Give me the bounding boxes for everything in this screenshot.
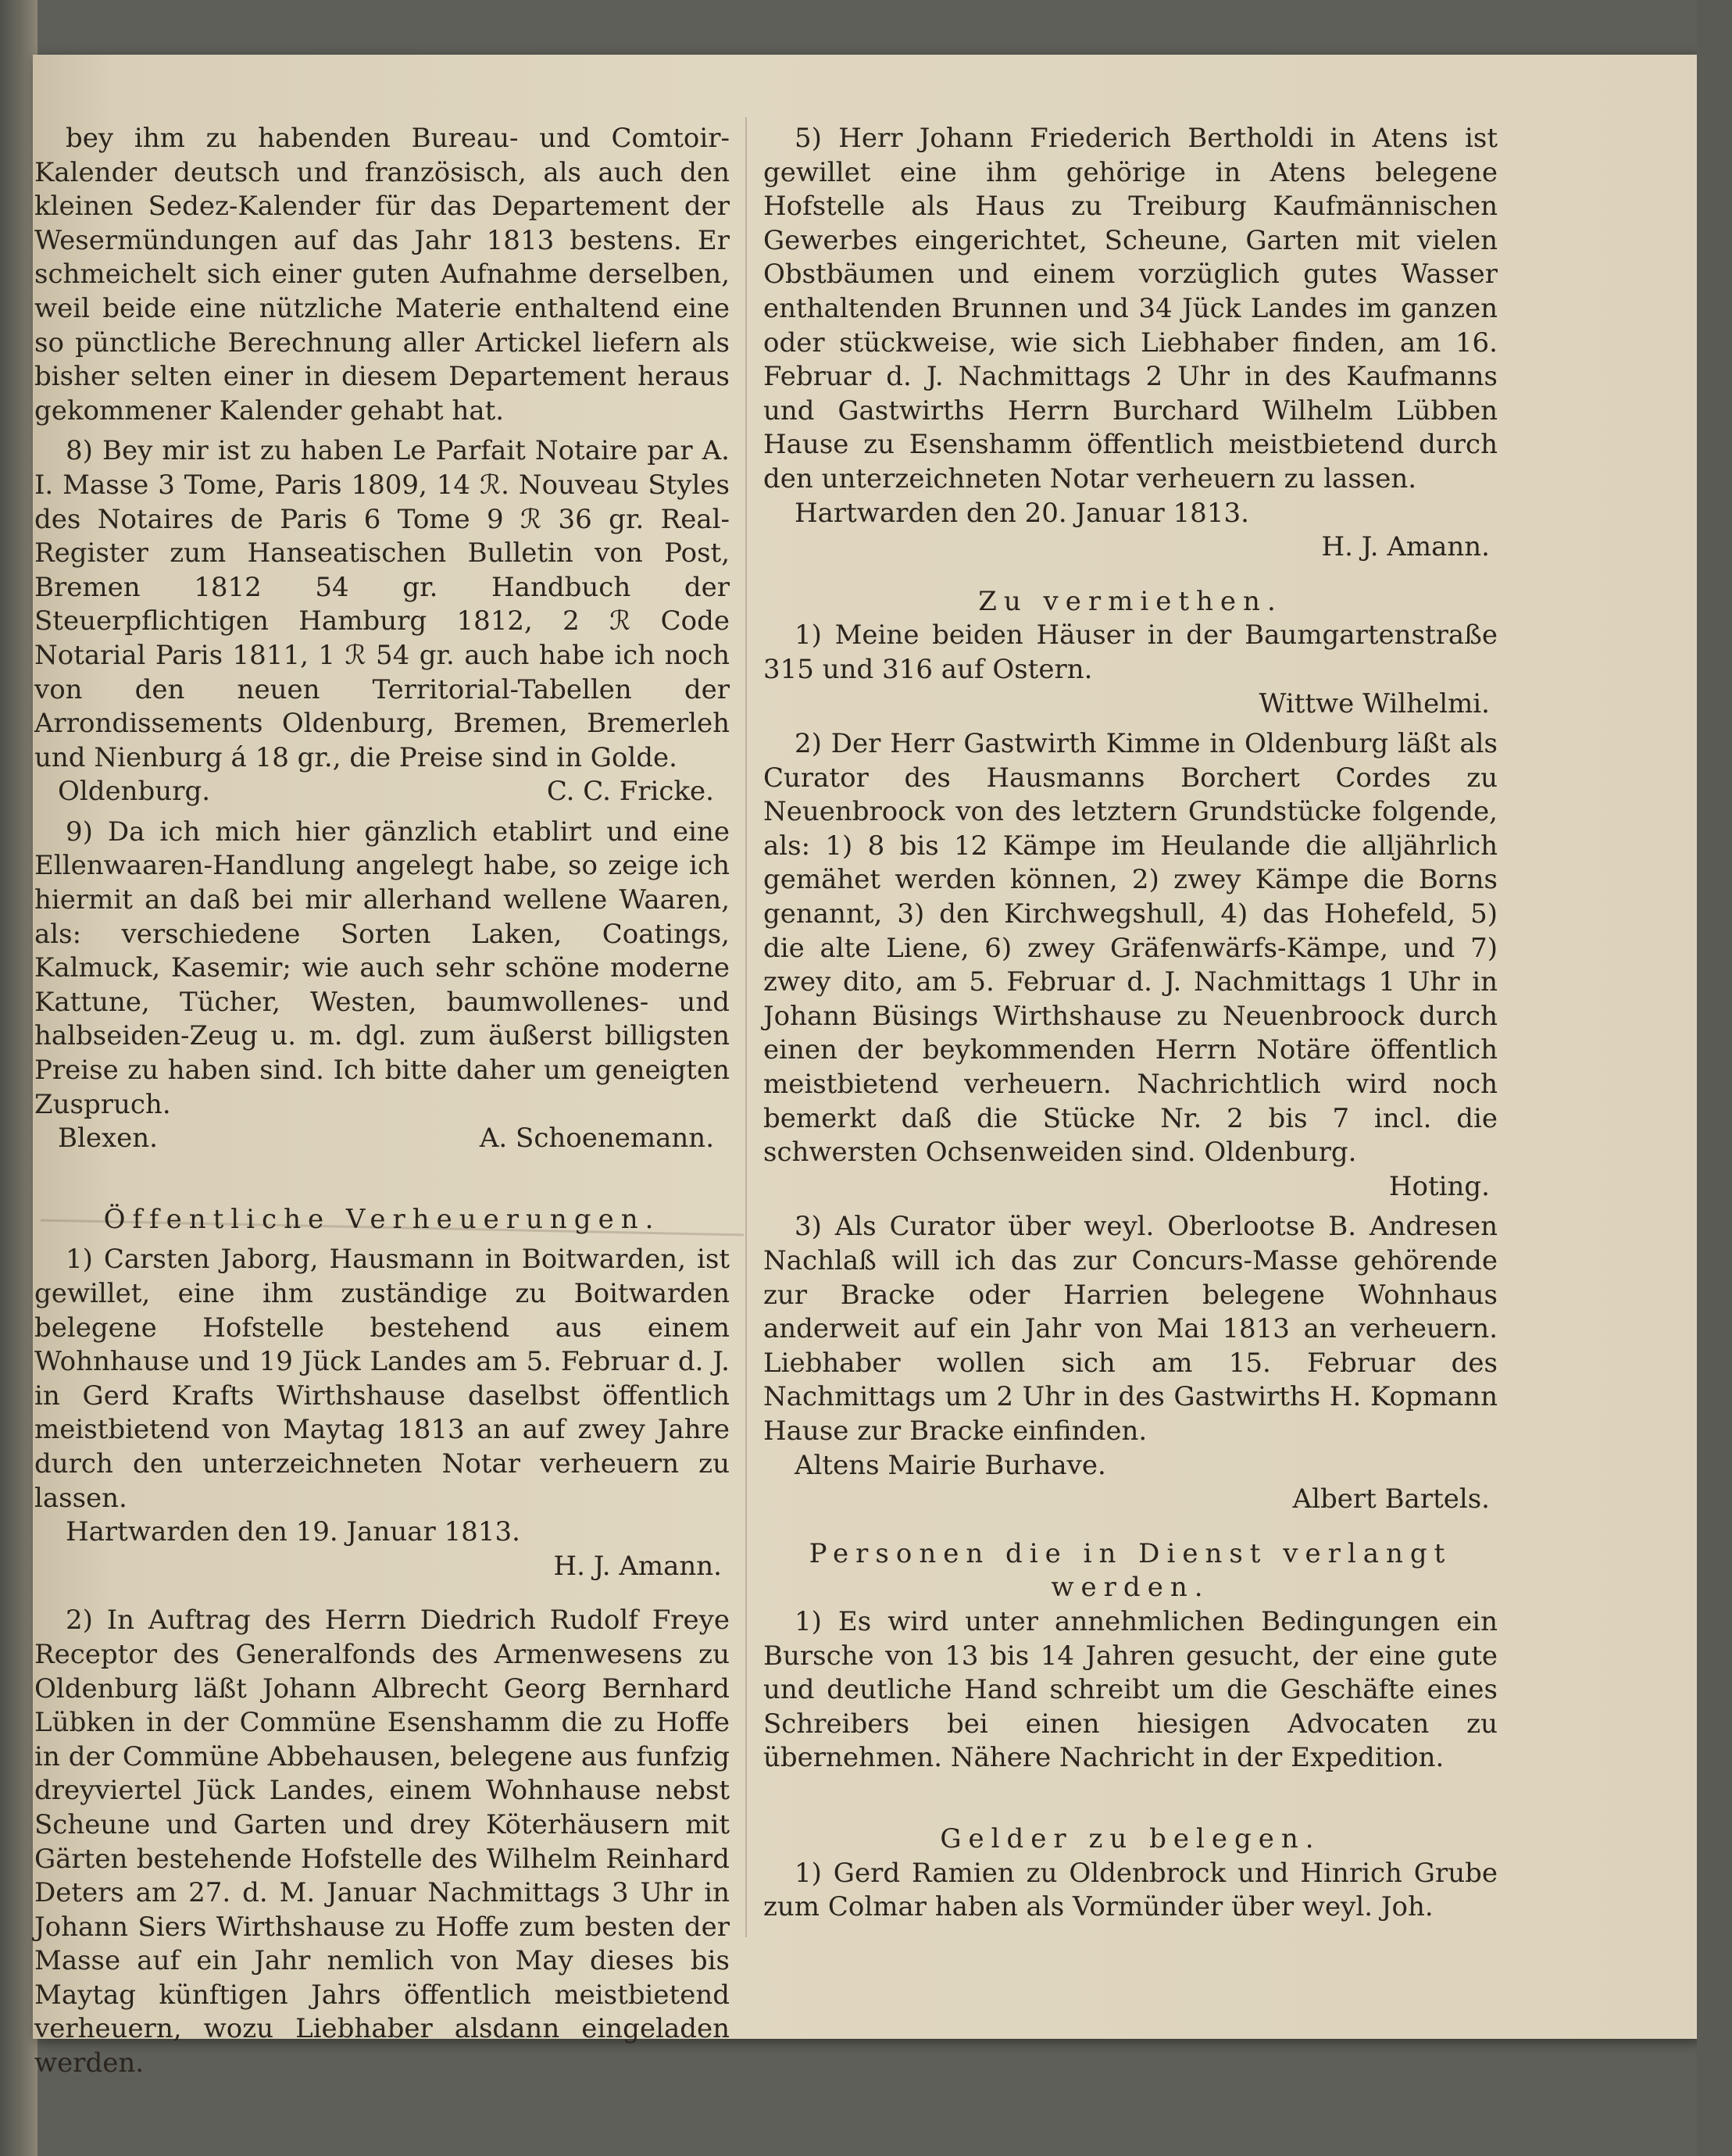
verheuerung-1-signature: H. J. Amann.	[553, 1550, 722, 1582]
notice-5-signature: H. J. Amann.	[1321, 531, 1490, 563]
dienst-1-text: 1) Es wird unter annehmlichen Bedingungen ein Bursche von 13 bis 14 Jahren gesucht, der eine gute und deutliche Hand schreibt um die Geschäfte eines Schreibers bei einen hiesigen Advocaten zu übernehmen. Nähere Nachricht in der Expedition.	[763, 1605, 1498, 1774]
notice-8-place: Oldenburg.	[58, 776, 211, 808]
section-heading-verheuerungen: Öffentliche Verheuerungen.	[103, 1203, 661, 1235]
notice-9-signature: A. Schoenemann.	[479, 1123, 714, 1155]
vermiethen-3-signature: Albert Bartels.	[1292, 1483, 1490, 1515]
background-edge	[1697, 0, 1732, 2156]
section-heading-dienst: Personen die in Dienst verlangt werden.	[809, 1537, 1452, 1604]
notice-5-place: Hartwarden den 20. Januar 1813.	[795, 497, 1249, 529]
newspaper-page	[33, 55, 1697, 2079]
gelder-1-text: 1) Gerd Ramien zu Oldenbrock und Hinrich Grube zum Colmar haben als Vormünder über weyl. Joh.	[763, 1857, 1498, 1923]
notice-8-signature: C. C. Fricke.	[546, 776, 714, 808]
notice-8-footer	[34, 775, 730, 809]
vermiethen-1-signature: Wittwe Wilhelmi.	[1259, 687, 1490, 719]
vermiethen-1-text: 1) Meine beiden Häuser in der Baumgartenstraße 315 und 316 auf Ostern.	[763, 619, 1498, 685]
verheuerung-1-text: 1) Carsten Jaborg, Hausmann in Boitwarden, ist gewillet, eine ihm zuständige zu Boitwarden belegene Hofstelle bestehend aus einem Wohnhause und 19 Jück Landes am 5. Februar d. J. in Gerd Krafts Wirthshause daselbst öffentlich meistbietend von Maytag 1813 an auf zwey Jahre durch den unterzeichneten Notar verheuern zu lassen.	[34, 1244, 730, 1514]
vermiethen-3-place: Altens Mairie Burhave.	[795, 1449, 1106, 1481]
notice-9-place: Blexen.	[58, 1123, 158, 1155]
verheuerung-2-text: 2) In Auftrag des Herrn Diedrich Rudolf Freye Receptor des Generalfonds des Armenwesens zu Oldenburg läßt Johann Albrecht Georg Bernhard Lübken in der Commüne Esenshamm die zu Hoffe in der Commüne Abbehausen, belegene aus funfzig dreyviertel Jück Landes, einem Wohnhause nebst Scheune und Garten und drey Köterhäusern mit Gärten bestehende Hofstelle des Wilhelm Reinhard Deters am 27. d. M. Januar Nachmittags 3 Uhr in Johann Siers Wirthshause zu Hoffe zum besten der Masse auf ein Jahr nemlich von May dieses bis Maytag künftigen Jahrs öffentlich meistbietend verheuern, wozu Liebhaber alsdann eingeladen werden.	[34, 1605, 730, 2079]
book-binding	[0, 0, 37, 2156]
vermiethen-3-text: 3) Als Curator über weyl. Oberlootse B. Andresen Nachlaß will ich das zur Concurs-Masse gehörende zur Bracke oder Harrien belegene Wohnhaus anderweit auf ein Jahr von Mai 1813 an verheuern. Liebhaber wollen sich am 15. Februar des Nachmittags um 2 Uhr in des Gastwirths H. Kopmann Hause zur Bracke einfinden.	[763, 1211, 1498, 1447]
notice-8-text: 8) Bey mir ist zu haben Le Parfait Notaire par A. I. Masse 3 Tome, Paris 1809, 14 ℛ. Nouveau Styles des Notaires de Paris 6 Tome 9 ℛ 36 gr. Real-Register zum Hanseatischen Bulletin von Post, Bremen 1812 54 gr. Handbuch der Steuerpflichtigen Hamburg 1812, 2 ℛ Code Notarial Paris 1811, 1 ℛ 54 gr. auch habe ich noch von den neuen Territorial-Tabellen der Arrondissements Oldenburg, Bremen, Bremerleh und Nienburg á 18 gr., die Preise sind in Golde.	[34, 435, 730, 773]
left-para-1-text: bey ihm zu habenden Bureau- und Comtoir-Kalender deutsch und französisch, als auch den kleinen Sedez-Kalender für das Departement der Wesermündungen auf das Jahr 1813 bestens. Er schmeichelt sich einer guten Aufnahme derselben, weil beide eine nützliche Materie enthaltend eine so pünctliche Berechnung aller Artickel liefern als bisher selten einer in diesem Departement heraus gekommener Kalender gehabt hat.	[34, 123, 730, 427]
section-heading-vermiethen: Zu vermiethen.	[978, 585, 1283, 617]
notice-9-text: 9) Da ich mich hier gänzlich etablirt und eine Ellenwaaren-Handlung angelegt habe, so zeige ich hiermit an daß bei mir allerhand wellene Waaren, als: verschiedene Sorten Laken, Coatings, Kalmuck, Kasemir; wie auch sehr schöne moderne Kattune, Tücher, Westen, baumwollenes- und halbseiden-Zeug u. m. dgl. zum äußerst billigsten Preise zu haben sind. Ich bitte daher um geneigten Zuspruch.	[34, 816, 730, 1120]
verheuerung-1-place: Hartwarden den 19. Januar 1813.	[66, 1516, 520, 1548]
left-column	[33, 122, 730, 2081]
vermiethen-2-signature: Hoting.	[1388, 1170, 1490, 1202]
notice-5-text: 5) Herr Johann Friederich Bertholdi in Atens ist gewillet eine ihm gehörige in Atens belegene Hofstelle als Haus zu Treiburg Kaufmännischen Gewerbes eingerichtet, Scheune, Garten mit vielen Obstbäumen und einem vorzüglich gutes Wasser enthaltenden Brunnen und 34 Jück Landes im ganzen oder stückweise, wie sich Liebhaber finden, am 16. Februar d. J. Nachmittags 2 Uhr in des Kaufmanns und Gastwirths Herrn Burchard Wilhelm Lübben Hause zu Esenshamm öffentlich meistbietend durch den unterzeichneten Notar verheuern zu lassen.	[763, 123, 1498, 494]
right-column	[763, 122, 1498, 1925]
section-heading-gelder: Gelder zu belegen.	[940, 1822, 1321, 1854]
notice-9-footer	[34, 1122, 730, 1156]
column-divider	[745, 117, 747, 1937]
vermiethen-2-text: 2) Der Herr Gastwirth Kimme in Oldenburg läßt als Curator des Hausmanns Borchert Cordes zu Neuenbroock von des letztern Grundstücke folgende, als: 1) 8 bis 12 Kämpe im Heulande die alljährlich gemähet werden können, 2) zwey Kämpe die Borns genannt, 3) den Kirchwegshull, 4) das Hohefeld, 5) die alte Liene, 6) zwey Gräfenwärfs-Kämpe, und 7) zwey dito, am 5. Februar d. J. Nachmittags 1 Uhr in Johann Büsings Wirthshause zu Neuenbroock durch einen der beykommenden Herrn Notäre öffentlich meistbietend verheuern. Nachrichtlich wird noch bemerkt daß die Stücke Nr. 2 bis 7 incl. die schwersten Ochsenweiden sind. Oldenburg.	[763, 728, 1498, 1169]
